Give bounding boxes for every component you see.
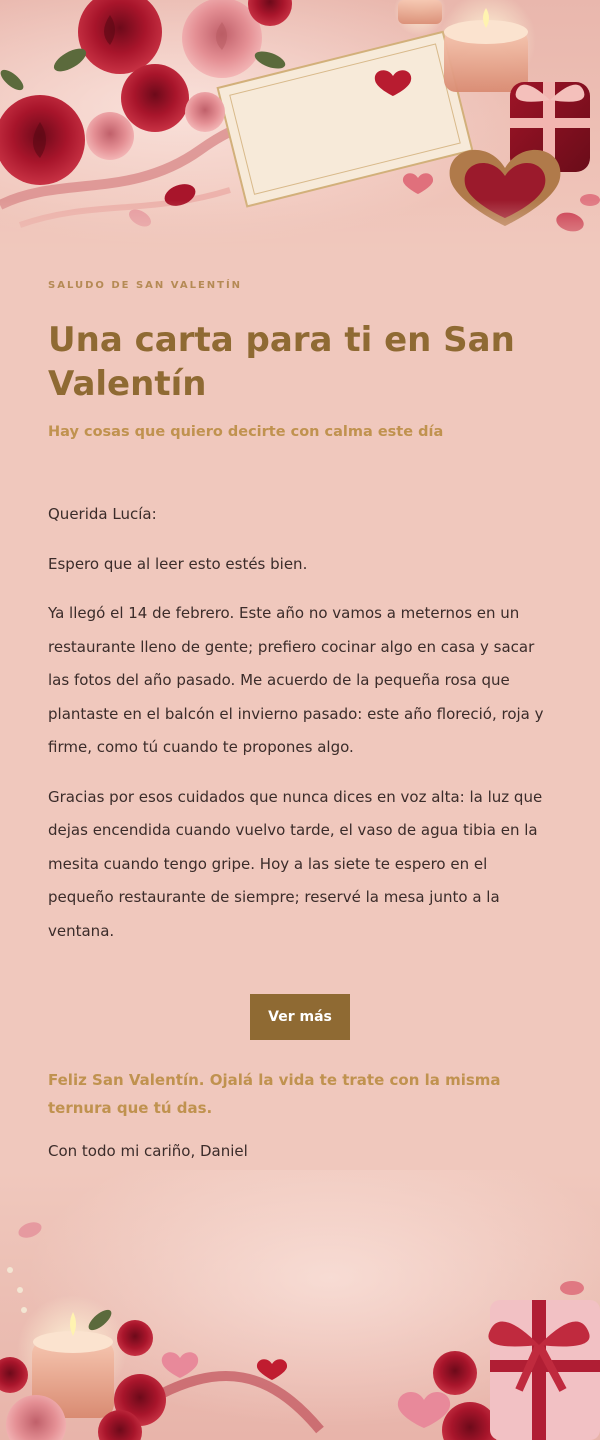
- footer-art: [0, 1170, 600, 1440]
- greeting: Querida Lucía:: [48, 505, 157, 523]
- closing-wish: Feliz San Valentín. Ojalá la vida te trate con la misma ternura que tú das.: [48, 1071, 501, 1117]
- gift-box-icon: [488, 1300, 600, 1440]
- paragraph: Gracias por esos cuidados que nunca dices en voz alta: la luz que dejas encendida cuando vuelvo tarde, el vaso de agua tibia en la mesita cuando tengo gripe. Hoy a las siete te espero en el pequeño restaurante de siempre; reservé la mesa junto a la ventana.: [48, 787, 543, 940]
- ribbon-icon: [150, 1376, 320, 1430]
- eyebrow-label: SALUDO DE SAN VALENTÍN: [48, 280, 243, 291]
- ver-mas-button[interactable]: Ver más: [250, 994, 350, 1040]
- heart-icon: [162, 1352, 198, 1378]
- hero-illustration: [0, 0, 600, 270]
- paragraph: Espero que al leer esto estés bien.: [48, 554, 308, 573]
- hero-art: [0, 0, 600, 270]
- page-title: Una carta para ti en San Valentín: [48, 320, 515, 404]
- subtitle: Hay cosas que quiero decirte con calma este día: [48, 424, 444, 440]
- signature: Con todo mi cariño, Daniel: [48, 1142, 248, 1160]
- paragraph: Ya llegó el 14 de febrero. Este año no vamos a meternos en un restaurante lleno de gente; prefiero cocinar algo en casa y sacar las fotos del año pasado. Me acuerdo de la pequeña rosa que plantaste en el balcón el invierno pasado: este año floreció, roja y firme, como tú cuando te propones algo.: [48, 604, 544, 756]
- footer-illustration: [0, 1170, 600, 1440]
- letter-body: [48, 498, 552, 964]
- cta-wrapper: [48, 994, 552, 1040]
